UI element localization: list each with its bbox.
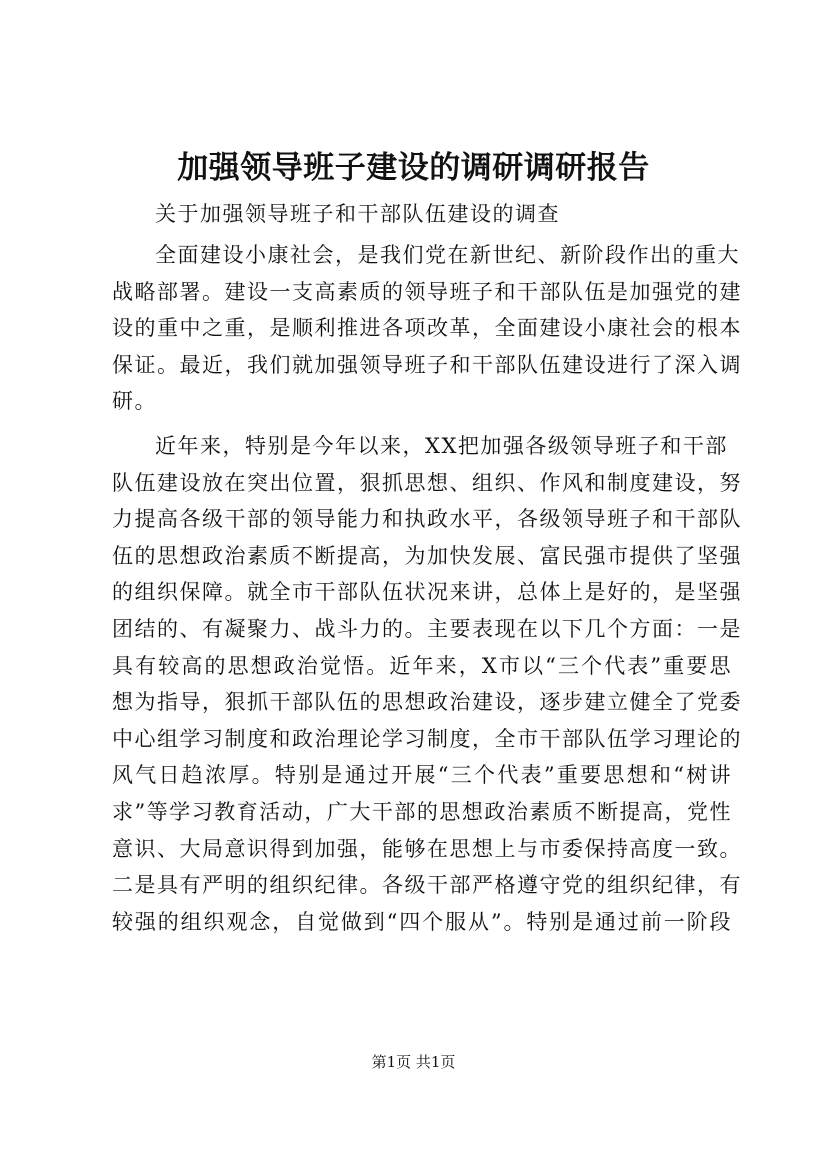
paragraph-line: 风气日趋浓厚。特别是通过开展“三个代表”重要思想和“树讲 [112,763,732,788]
paragraph-line: 近年来，特别是今年以来，XX把加强各级领导班子和干部 [155,433,728,458]
paragraph-1 [112,237,742,420]
paragraph-line: 伍的思想政治素质不断提高，为加快发展、富民强市提供了坚强 [112,543,742,568]
paragraph-line: 研。 [112,389,157,414]
paragraph-line: 保证。最近，我们就加强领导班子和干部队伍建设进行了深入调 [112,352,742,377]
paragraph-line: 队伍建设放在突出位置，狠抓思想、组织、作风和制度建设，努 [112,470,742,495]
document-title: 加强领导班子建设的调研调研报告 [177,150,650,186]
paragraph-line: 团结的、有凝聚力、战斗力的。主要表现在以下几个方面：一是 [112,616,742,641]
paragraph-line: 二是具有严明的组织纪律。各级干部严格遵守党的组织纪律，有 [112,873,742,898]
paragraph-line: 力提高各级干部的领导能力和执政水平，各级领导班子和干部队 [112,507,742,532]
paragraph-line: 较强的组织观念，自觉做到“四个服从”。特别是通过前一阶段 [112,909,732,934]
paragraph-line: 想为指导，狠抓干部队伍的思想政治建设，逐步建立健全了党委 [112,690,742,715]
paragraph-line: 战略部署。建设一支高素质的领导班子和干部队伍是加强党的建 [112,279,742,304]
paragraph-line: 设的重中之重，是顺利推进各项改革，全面建设小康社会的根本 [112,316,742,341]
paragraph-2 [112,428,742,940]
document-body [112,237,742,940]
paragraph-line: 中心组学习制度和政治理论学习制度，全市干部队伍学习理论的 [112,726,742,751]
paragraph-line: 的组织保障。就全市干部队伍状况来讲，总体上是好的，是坚强 [112,580,742,605]
paragraph-line: 具有较高的思想政治觉悟。近年来，X市以“三个代表”重要思 [112,653,732,678]
paragraph-line: 意识、大局意识得到加强，能够在思想上与市委保持高度一致。 [112,836,742,861]
paragraph-line: 全面建设小康社会，是我们党在新世纪、新阶段作出的重大 [155,243,740,267]
paragraph-spacer [112,420,732,428]
document-subtitle: 关于加强领导班子和干部队伍建设的调查 [155,202,560,226]
paragraph-line: 求”等学习教育活动，广大干部的思想政治素质不断提高，党性 [112,799,732,824]
page-footer: 第1页 共1页 [371,1053,456,1071]
